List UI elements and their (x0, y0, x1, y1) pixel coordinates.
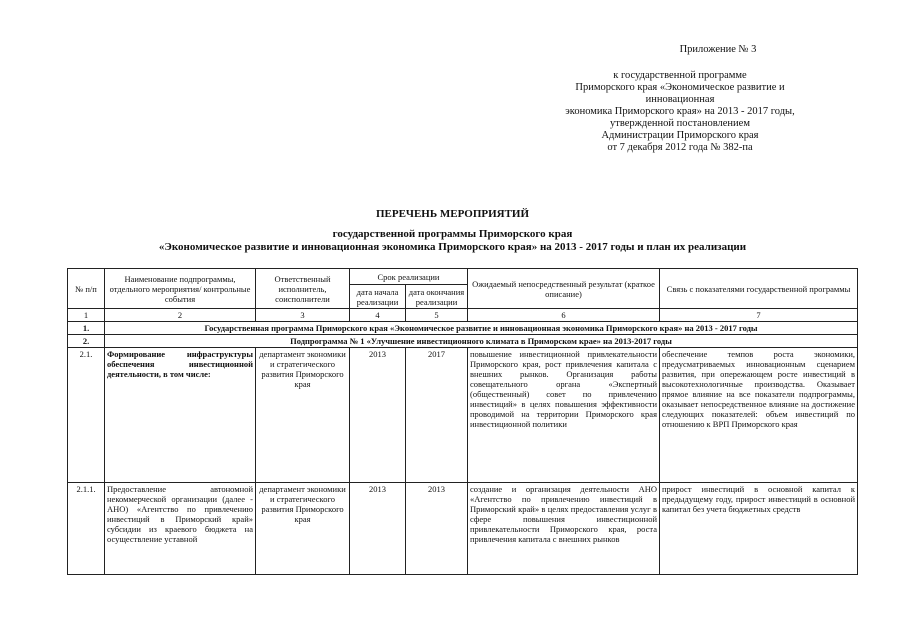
document-title: ПЕРЕЧЕНЬ МЕРОПРИЯТИЙ (375, 208, 530, 220)
expected-result: повышение инвестиционной привлекательности Приморского края, рост привлечения капитала с внешних рынков. Организация работы совещательного органа «Экспертный (общественный) совет по привлечению инвестиций» в целях повышения эффективности проводимой на территории Приморского края инвестиционной политики (468, 348, 660, 483)
appendix-block (560, 44, 800, 154)
col-number: 3 (256, 309, 350, 322)
header-link: Связь с показателями государственной программы (660, 269, 858, 309)
document-subtitle-program: «Экономическое развитие и инновационная экономика Приморского края» на 2013 - 2017 годы и план их реализации (158, 241, 747, 253)
indicator-link: прирост инвестиций в основной капитал к предыдущему году, прирост инвестиций в основной капитал без учета бюджетных средств (660, 483, 858, 575)
program-title-cell: Государственная программа Приморского края «Экономическое развитие и инновационная экономика Приморского края» на 2013 - 2017 годы (105, 322, 858, 335)
expected-result: создание и организация деятельности АНО «Агентство по привлечению инвестиций в Приморский край» в целях предоставления услуг в сфере повышения инвестиционной привлекательности Приморского края, роста привлечения капитала с внешних рынков (468, 483, 660, 575)
col-number: 5 (406, 309, 468, 322)
start-year: 2013 (350, 483, 406, 575)
row-num: 2.1. (68, 348, 105, 483)
col-number: 2 (105, 309, 256, 322)
start-year: 2013 (350, 348, 406, 483)
header-executor: Ответственный исполнитель, соисполнители (256, 269, 350, 309)
end-year: 2013 (406, 483, 468, 575)
indicator-link: обеспечение темпов роста экономики, предусматриваемых инновационным сценарием развития, при опережающем росте инвестиций в высокотехнологичные производства. Оказывает прямое влияние на все показатели подпрограммы, оказывает непосредственное влияние на достижение следующих показателей: объем инвестиций по отношению к ВРП Приморского края (660, 348, 858, 483)
table-row (68, 322, 858, 335)
appendix-line: от 7 декабря 2012 года № 382-па (607, 142, 753, 153)
column-numbers-row (68, 309, 858, 322)
subprogram-title-cell: Подпрограмма № 1 «Улучшение инвестиционного климата в Приморском крае» на 2013-2017 годы (105, 335, 858, 348)
col-number: 6 (468, 309, 660, 322)
end-year: 2017 (406, 348, 468, 483)
table-row (68, 348, 858, 483)
table-row (68, 483, 858, 575)
appendix-number: Приложение № 3 (679, 44, 757, 55)
col-number: 7 (660, 309, 858, 322)
appendix-line: Приморского края «Экономическое развитие и инновационная (575, 82, 785, 105)
header-period: Срок реализации (350, 269, 468, 285)
row-num: 2.1.1. (68, 483, 105, 575)
appendix-line: утвержденной постановлением (610, 118, 750, 129)
document-subtitle: государственной программы Приморского края (332, 228, 573, 240)
col-number: 4 (350, 309, 406, 322)
appendix-line: Администрации Приморского края (601, 130, 759, 141)
measures-table (67, 268, 858, 575)
measure-name: Формирование инфраструктуры обеспечения инвестиционной деятельности, в том числе: (105, 348, 256, 483)
header-num: № п/п (68, 269, 105, 309)
measure-name: Предоставление автономной некоммерческой организации (далее - АНО) «Агентство по привлечению инвестиций в Приморский край» субсидии из краевого бюджета на осуществление уставной (105, 483, 256, 575)
row-num: 2. (68, 335, 105, 348)
appendix-line: к государственной программе (613, 70, 747, 81)
executor-cell: департамент экономики и стратегического развития Приморского края (256, 348, 350, 483)
col-number: 1 (68, 309, 105, 322)
table-row (68, 335, 858, 348)
header-name: Наименование подпрограммы, отдельного мероприятия/ контрольные события (105, 269, 256, 309)
executor-cell: департамент экономики и стратегического развития Приморского края (256, 483, 350, 575)
row-num: 1. (68, 322, 105, 335)
header-result: Ожидаемый непосредственный результат (краткое описание) (468, 269, 660, 309)
table-header-row (68, 269, 858, 285)
appendix-line: экономика Приморского края» на 2013 - 2017 годы, (565, 106, 795, 117)
header-end: дата окончания реализации (406, 285, 468, 309)
header-start: дата начала реализации (350, 285, 406, 309)
